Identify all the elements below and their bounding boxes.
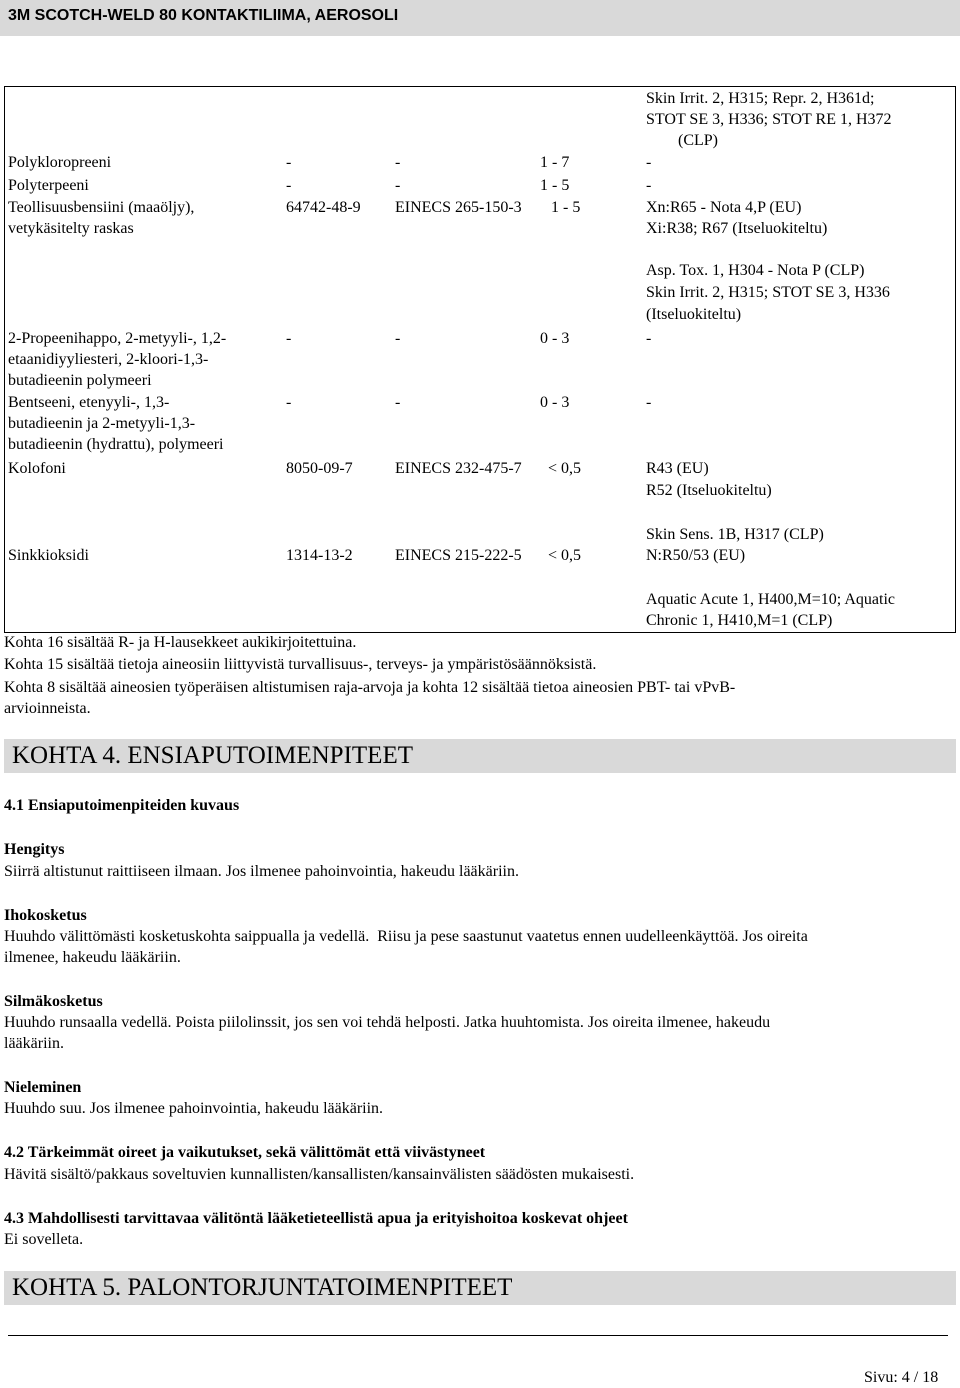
hazard-text: R43 (EU) <box>646 460 709 477</box>
cas-number: 1314-13-2 <box>286 547 353 564</box>
item-text: Siirrä altistunut raittiiseen ilmaan. Jos ilmenee pahoinvointia, hakeudu lääkäriin. <box>4 863 519 880</box>
percentage: 1 - 7 <box>540 154 570 171</box>
hazard-text: - <box>646 177 652 194</box>
component-name: butadieenin ja 2-metyyli-1,3- <box>8 415 196 432</box>
hazard-text: Aquatic Acute 1, H400,M=10; Aquatic <box>646 591 895 608</box>
section-5-heading: KOHTA 5. PALONTORJUNTATOIMENPITEET <box>12 1274 513 1301</box>
footer-divider <box>8 1335 948 1336</box>
table-right-border <box>955 86 956 633</box>
item-heading: Ihokosketus <box>4 907 87 924</box>
hazard-text: - <box>646 330 652 347</box>
hazard-text: - <box>646 154 652 171</box>
component-name: Polykloropreeni <box>8 154 112 171</box>
table-left-border <box>4 86 5 633</box>
cas-number: - <box>286 154 292 171</box>
component-name: vetykäsitelty raskas <box>8 220 134 237</box>
percentage: 1 - 5 <box>540 177 570 194</box>
hazard-text: (CLP) <box>678 132 718 149</box>
component-name: etaanidiyyliesteri, 2-kloori-1,3- <box>8 351 209 368</box>
item-heading: Nieleminen <box>4 1079 82 1096</box>
percentage: 0 - 3 <box>540 330 570 347</box>
item-text: ilmenee, hakeudu lääkäriin. <box>4 949 181 966</box>
document-title: 3M SCOTCH-WELD 80 KONTAKTILIIMA, AEROSOLI <box>8 7 399 24</box>
hazard-text: Xi:R38; R67 (Itseluokiteltu) <box>646 220 828 237</box>
percentage: 0 - 3 <box>540 394 570 411</box>
section-4-heading-bar <box>4 739 956 773</box>
cas-number: 64742-48-9 <box>286 199 361 216</box>
subsection-heading: 4.1 Ensiaputoimenpiteiden kuvaus <box>4 797 240 814</box>
component-name: butadieenin (hydrattu), polymeeri <box>8 436 224 453</box>
ec-number: - <box>395 394 401 411</box>
hazard-text: Skin Sens. 1B, H317 (CLP) <box>646 526 824 543</box>
ec-number: - <box>395 154 401 171</box>
hazard-text: R52 (Itseluokiteltu) <box>646 482 772 499</box>
hazard-text: Chronic 1, H410,M=1 (CLP) <box>646 612 833 629</box>
hazard-text: N:R50/53 (EU) <box>646 547 746 564</box>
percentage: < 0,5 <box>548 547 582 564</box>
hazard-text: Skin Irrit. 2, H315; STOT SE 3, H336 <box>646 284 890 301</box>
percentage: < 0,5 <box>548 460 582 477</box>
hazard-text: (Itseluokiteltu) <box>646 306 742 323</box>
ec-number: EINECS 265-150-3 <box>395 199 522 216</box>
page-number: Sivu: 4 / 18 <box>864 1369 939 1386</box>
note-line: Kohta 8 sisältää aineosien työperäisen altistumisen raja-arvoja ja kohta 12 sisältää tietoa aineosien PBT- tai vPvB- <box>4 679 736 696</box>
ec-number: EINECS 215-222-5 <box>395 547 522 564</box>
item-text: Huuhdo välittömästi kosketuskohta saippualla ja vedellä. Riisu ja pese saastunut vaatetus ennen uudelleenkäyttöä. Jos oireita <box>4 928 808 945</box>
item-heading: Silmäkosketus <box>4 993 103 1010</box>
document-header-bar <box>0 0 960 36</box>
component-name: butadieenin polymeeri <box>8 372 152 389</box>
component-name: Kolofoni <box>8 460 66 477</box>
note-line: Kohta 15 sisältää tietoja aineosiin liittyvistä turvallisuus-, terveys- ja ympäristösäännöksistä. <box>4 656 597 673</box>
section-4-heading: KOHTA 4. ENSIAPUTOIMENPITEET <box>12 742 413 769</box>
item-text: Ei sovelleta. <box>4 1231 84 1248</box>
subsection-heading: 4.3 Mahdollisesti tarvittavaa välitöntä lääketieteellistä apua ja erityishoitoa koskevat ohjeet <box>4 1210 628 1227</box>
note-line: arvioinneista. <box>4 700 91 717</box>
ec-number: - <box>395 177 401 194</box>
hazard-text: Skin Irrit. 2, H315; Repr. 2, H361d; <box>646 90 875 107</box>
ec-number: - <box>395 330 401 347</box>
hazard-text: Asp. Tox. 1, H304 - Nota P (CLP) <box>646 262 865 279</box>
cas-number: - <box>286 177 292 194</box>
percentage: 1 - 5 <box>551 199 581 216</box>
hazard-text: Xn:R65 - Nota 4,P (EU) <box>646 199 802 216</box>
item-text: Huuhdo runsaalla vedellä. Poista piilolinssit, jos sen voi tehdä helposti. Jatka huuhtomista. Jos oireita ilmenee, hakeudu <box>4 1014 771 1031</box>
item-text: lääkäriin. <box>4 1035 64 1052</box>
note-line: Kohta 16 sisältää R- ja H-lausekkeet aukikirjoitettuina. <box>4 634 357 651</box>
table-top-border <box>4 86 956 87</box>
item-heading: Hengitys <box>4 841 65 858</box>
subsection-heading: 4.2 Tärkeimmät oireet ja vaikutukset, sekä välittömät että viivästyneet <box>4 1144 486 1161</box>
ec-number: EINECS 232-475-7 <box>395 460 522 477</box>
cas-number: 8050-09-7 <box>286 460 353 477</box>
section-5-heading-bar <box>4 1271 956 1305</box>
cas-number: - <box>286 330 292 347</box>
component-name: Sinkkioksidi <box>8 547 89 564</box>
cas-number: - <box>286 394 292 411</box>
item-text: Hävitä sisältö/pakkaus soveltuvien kunnallisten/kansallisten/kansainvälisten säädösten mukaisesti. <box>4 1166 635 1183</box>
item-text: Huuhdo suu. Jos ilmenee pahoinvointia, hakeudu lääkäriin. <box>4 1100 384 1117</box>
component-name: 2-Propeenihappo, 2-metyyli-, 1,2- <box>8 330 227 347</box>
component-name: Teollisuusbensiini (maaöljy), <box>8 199 195 216</box>
hazard-text: STOT SE 3, H336; STOT RE 1, H372 <box>646 111 892 128</box>
component-name: Bentseeni, etenyyli-, 1,3- <box>8 394 170 411</box>
component-name: Polyterpeeni <box>8 177 89 194</box>
hazard-text: - <box>646 394 652 411</box>
